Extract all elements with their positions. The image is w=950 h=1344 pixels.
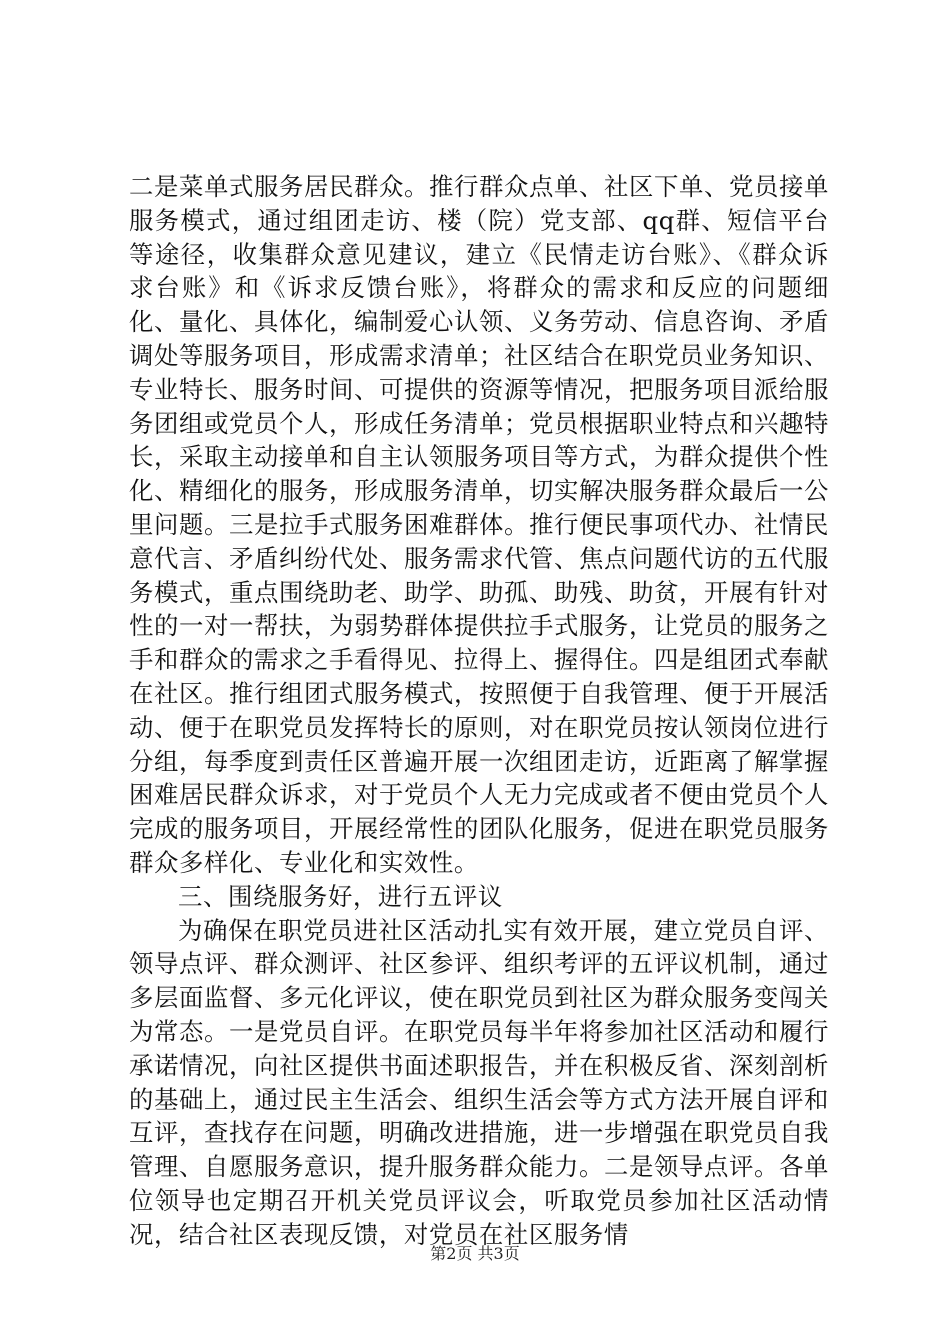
body-paragraph-2: 为确保在职党员进社区活动扎实有效开展，建立党员自评、领导点评、群众测评、社区参评、组织考评的五评议机制，通过多层面监督、多元化评议，使在职党员到社区为群众服务变闯关为常态。一是党员自评。在职党员每半年将参加社区活动和履行承诺情况，向社区提供书面述职报告，并在积极反省、深刻剖析的基础上，通过民主生活会、组织生活会等方式方法开展自评和互评，查找存在问题，明确改进措施，进一步增强在职党员自我管理、自愿服务意识，提升服务群众能力。二是领导点评。各单位领导也定期召开机关党员评议会，听取党员参加社区活动情况，结合社区表现反馈，对党员在社区服务情 — [129, 915, 829, 1249]
section-heading: 三、围绕服务好，进行五评议 — [178, 881, 503, 911]
body-paragraph-1: 二是菜单式服务居民群众。推行群众点单、社区下单、党员接单服务模式，通过组团走访、楼（院）党支部、qq群、短信平台等途径，收集群众意见建议，建立《民情走访台账》、《群众诉求台账》和《诉求反馈台账》，将群众的需求和反应的问题细化、量化、具体化，编制爱心认领、义务劳动、信息咨询、矛盾调处等服务项目，形成需求清单；社区结合在职党员业务知识、专业特长、服务时间、可提供的资源等情况，把服务项目派给服务团组或党员个人，形成任务清单；党员根据职业特点和兴趣特长，采取主动接单和自主认领服务项目等方式，为群众提供个性化、精细化的服务，形成服务清单，切实解决服务群众最后一公里问题。三是拉手式服务困难群体。推行便民事项代办、社情民意代言、矛盾纠纷代处、服务需求代管、焦点问题代访的五代服务模式，重点围绕助老、助学、助孤、助残、助贫，开展有针对性的一对一帮扶，为弱势群体提供拉手式服务，让党员的服务之手和群众的需求之手看得见、拉得上、握得住。四是组团式奉献在社区。推行组团式服务模式，按照便于自我管理、便于开展活动、便于在职党员发挥特长的原则，对在职党员按认领岗位进行分组，每季度到责任区普遍开展一次组团走访，近距离了解掌握困难居民群众诉求，对于党员个人无力完成或者不便由党员个人完成的服务项目，开展经常性的团队化服务，促进在职党员服务群众多样化、专业化和实效性。 — [129, 172, 829, 877]
document-body — [129, 170, 829, 1252]
page-footer: 第2页 共3页 — [430, 1244, 520, 1263]
